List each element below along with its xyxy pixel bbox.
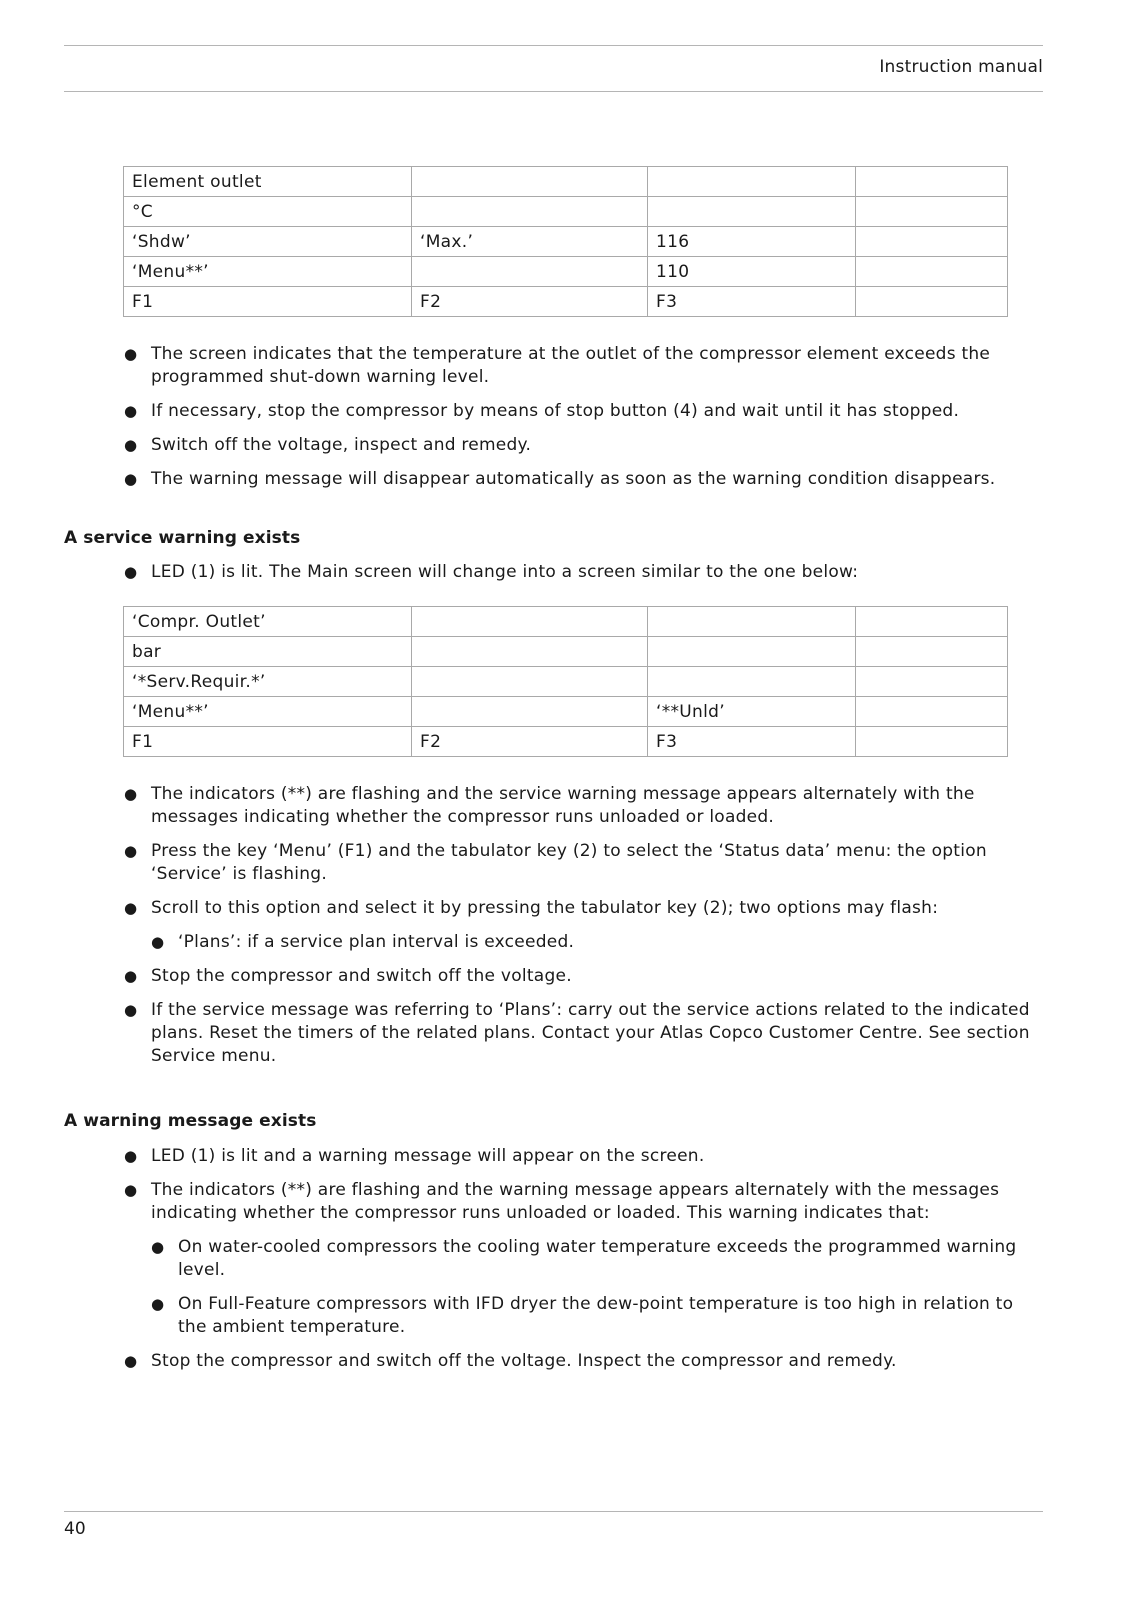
- table-cell: °C: [124, 197, 412, 227]
- table-cell: F2: [412, 727, 648, 757]
- bullet-icon: ●: [124, 1352, 138, 1370]
- list-item: ● If the service message was referring to ‘Plans’: carry out the service actions related to the indicated plans. Reset the timers of the related plans. Contact your Atlas Copco Customer Centre. See section Service menu.: [124, 1000, 1030, 1066]
- table-cell: ‘*Serv.Requir.*’: [124, 667, 412, 697]
- table-cell: [648, 667, 856, 697]
- footer-rule: [64, 1511, 1043, 1512]
- table-cell: [856, 667, 1008, 697]
- table-row: [124, 287, 1008, 317]
- table-cell: ‘Menu**’: [124, 697, 412, 727]
- display-table-shutdown-warning: [123, 166, 1008, 317]
- bullet-icon: ●: [151, 1238, 165, 1256]
- list-item: ● The screen indicates that the temperature at the outlet of the compressor element exceeds the programmed shut-down warning level.: [124, 344, 991, 387]
- list-item: ● Scroll to this option and select it by pressing the tabulator key (2); two options may flash:: [124, 898, 939, 918]
- bullet-icon: ●: [124, 563, 138, 581]
- table-row: [124, 607, 1008, 637]
- bullet-icon: ●: [124, 470, 138, 488]
- table-cell: [412, 607, 648, 637]
- bullet-icon: ●: [124, 785, 138, 803]
- table-cell: ‘Menu**’: [124, 257, 412, 287]
- list-item: ● Stop the compressor and switch off the voltage. Inspect the compressor and remedy.: [124, 1351, 897, 1371]
- table-cell: [856, 637, 1008, 667]
- table-row: [124, 197, 1008, 227]
- table-cell: F3: [648, 287, 856, 317]
- table-cell: 110: [648, 257, 856, 287]
- bullet-icon: ●: [124, 1181, 138, 1199]
- bullet-icon: ●: [124, 345, 138, 363]
- section-heading-warning-message: A warning message exists: [64, 1111, 317, 1131]
- table-row: [124, 227, 1008, 257]
- bullet-icon: ●: [124, 899, 138, 917]
- display-table-service-warning: [123, 606, 1008, 757]
- service-warning-intro: [0, 561, 1130, 595]
- bullet-icon: ●: [151, 933, 165, 951]
- header-title: Instruction manual: [879, 57, 1043, 77]
- service-warning-bullets: [0, 783, 1130, 1079]
- list-item: ● The indicators (**) are flashing and the warning message appears alternately with the messages indicating whether the compressor runs unloaded or loaded. This warning indicates that:: [124, 1180, 1000, 1223]
- table-cell: [412, 167, 648, 197]
- table-cell: [856, 697, 1008, 727]
- list-item: ● The warning message will disappear automatically as soon as the warning condition disappears.: [124, 469, 996, 489]
- table-cell: [856, 197, 1008, 227]
- table-cell: 116: [648, 227, 856, 257]
- warning-message-bullets: [0, 1145, 1130, 1384]
- table-row: [124, 667, 1008, 697]
- list-item: ● Switch off the voltage, inspect and remedy.: [124, 435, 532, 455]
- list-item: ● If necessary, stop the compressor by means of stop button (4) and wait until it has stopped.: [124, 401, 960, 421]
- bullet-icon: ●: [124, 402, 138, 420]
- table-cell: ‘Compr. Outlet’: [124, 607, 412, 637]
- list-item: ● On Full-Feature compressors with IFD dryer the dew-point temperature is too high in relation to the ambient temperature.: [151, 1294, 1014, 1337]
- list-item: ● LED (1) is lit. The Main screen will change into a screen similar to the one below:: [124, 562, 859, 582]
- table-row: [124, 727, 1008, 757]
- table-cell: F1: [124, 727, 412, 757]
- list-item: ● The indicators (**) are flashing and the service warning message appears alternately with the messages indicating whether the compressor runs unloaded or loaded.: [124, 784, 975, 827]
- shutdown-warning-bullets: [0, 343, 1130, 502]
- list-item: ● Press the key ‘Menu’ (F1) and the tabulator key (2) to select the ‘Status data’ menu: the option ‘Service’ is flashing.: [124, 841, 987, 884]
- table-cell: [648, 197, 856, 227]
- table-cell: [412, 197, 648, 227]
- table-cell: [648, 167, 856, 197]
- table-cell: [412, 257, 648, 287]
- table-cell: Element outlet: [124, 167, 412, 197]
- table-row: [124, 637, 1008, 667]
- bullet-icon: ●: [124, 1147, 138, 1165]
- header-top-rule: [64, 45, 1043, 46]
- table-cell: [856, 287, 1008, 317]
- table-cell: bar: [124, 637, 412, 667]
- table-cell: ‘Max.’: [412, 227, 648, 257]
- section-heading-service-warning: A service warning exists: [64, 528, 301, 548]
- page-number: 40: [64, 1519, 86, 1539]
- table-cell: [648, 607, 856, 637]
- table-cell: F3: [648, 727, 856, 757]
- table-cell: ‘**Unld’: [648, 697, 856, 727]
- list-item: ● ‘Plans’: if a service plan interval is exceeded.: [151, 932, 575, 952]
- bullet-icon: ●: [124, 436, 138, 454]
- list-item: ● LED (1) is lit and a warning message will appear on the screen.: [124, 1146, 705, 1166]
- table-row: [124, 167, 1008, 197]
- table-cell: F2: [412, 287, 648, 317]
- table-cell: [856, 727, 1008, 757]
- bullet-icon: ●: [124, 967, 138, 985]
- table-cell: [412, 667, 648, 697]
- table-cell: [412, 697, 648, 727]
- table-cell: [856, 167, 1008, 197]
- table-cell: F1: [124, 287, 412, 317]
- table-cell: [856, 257, 1008, 287]
- bullet-icon: ●: [151, 1295, 165, 1313]
- table-row: [124, 697, 1008, 727]
- table-cell: [856, 227, 1008, 257]
- table-cell: ‘Shdw’: [124, 227, 412, 257]
- table-cell: [412, 637, 648, 667]
- table-row: [124, 257, 1008, 287]
- table-cell: [648, 637, 856, 667]
- table-cell: [856, 607, 1008, 637]
- list-item: ● Stop the compressor and switch off the voltage.: [124, 966, 572, 986]
- list-item: ● On water-cooled compressors the cooling water temperature exceeds the programmed warning level.: [151, 1237, 1017, 1280]
- header-bottom-rule: [64, 91, 1043, 92]
- bullet-icon: ●: [124, 842, 138, 860]
- bullet-icon: ●: [124, 1001, 138, 1019]
